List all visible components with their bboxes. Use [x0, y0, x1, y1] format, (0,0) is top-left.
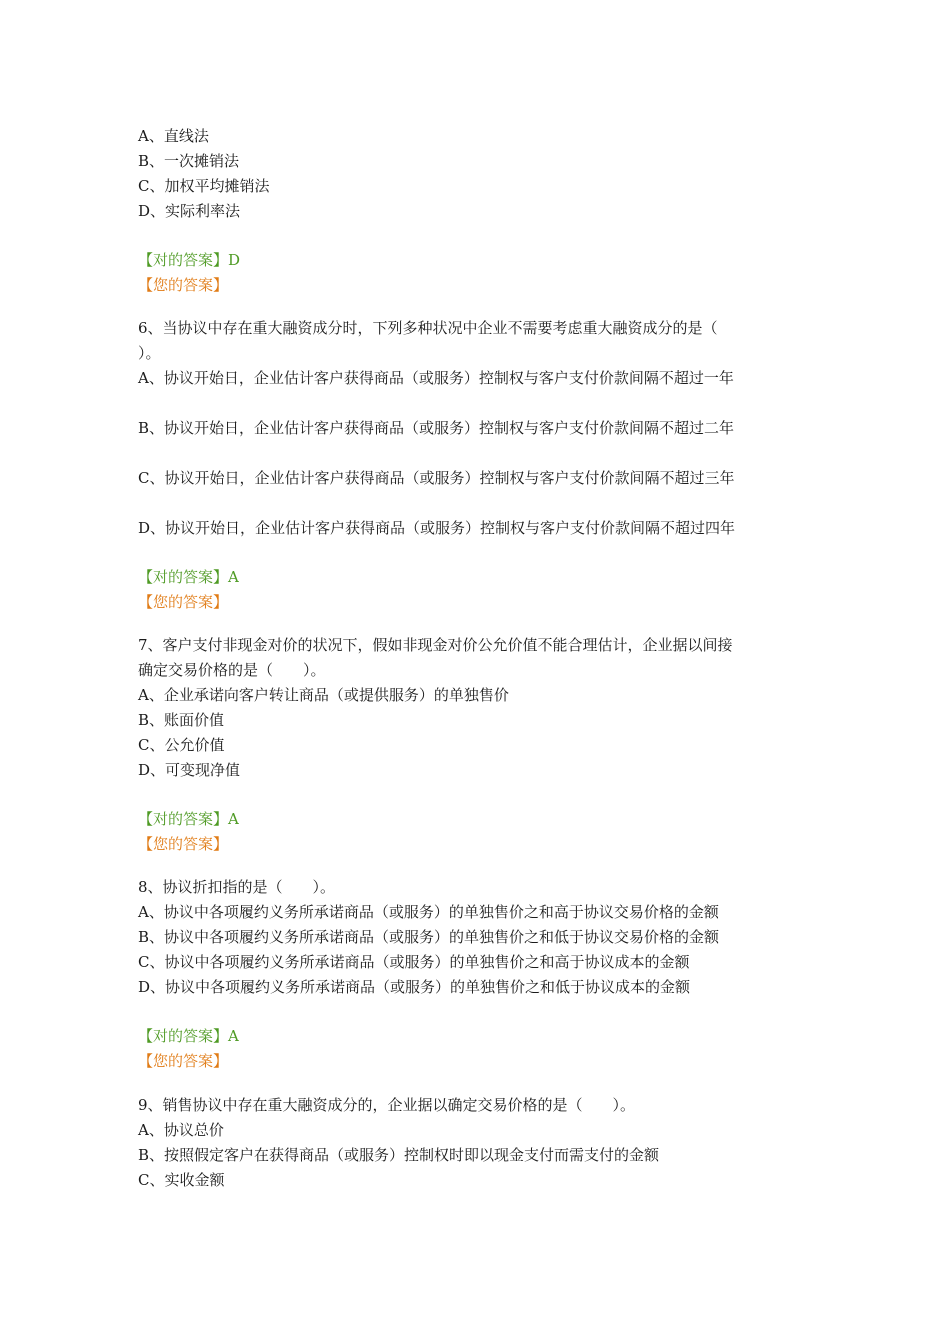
option-a: A、直线法 [138, 127, 209, 145]
question-stem: 6、当协议中存在重大融资成分时，下列多种状况中企业不需要考虑重大融资成分的是（ [138, 319, 718, 337]
your-answer: 【您的答案】 [138, 835, 229, 853]
your-answer: 【您的答案】 [138, 276, 229, 294]
option-b: B、按照假定客户在获得商品（或服务）控制权时即以现金支付而需支付的金额 [138, 1146, 660, 1164]
option-d: D、协议中各项履约义务所承诺商品（或服务）的单独售价之和低于协议成本的金额 [138, 978, 691, 996]
option-b: B、一次摊销法 [138, 152, 240, 170]
option-c: C、协议开始日，企业估计客户获得商品（或服务）控制权与客户支付价款间隔不超过三年 [138, 469, 735, 487]
option-d: D、协议开始日，企业估计客户获得商品（或服务）控制权与客户支付价款间隔不超过四年 [138, 519, 736, 537]
your-answer: 【您的答案】 [138, 1052, 229, 1070]
option-d: D、可变现净值 [138, 761, 241, 779]
your-answer: 【您的答案】 [138, 593, 229, 611]
option-a: A、协议中各项履约义务所承诺商品（或服务）的单独售价之和高于协议交易价格的金额 [138, 903, 719, 921]
correct-answer: 【对的答案】A [138, 568, 239, 586]
correct-answer: 【对的答案】A [138, 1027, 239, 1045]
option-a: A、企业承诺向客户转让商品（或提供服务）的单独售价 [138, 686, 509, 704]
option-b: B、协议开始日，企业估计客户获得商品（或服务）控制权与客户支付价款间隔不超过二年 [138, 419, 735, 437]
correct-answer: 【对的答案】D [138, 251, 241, 269]
option-c: C、实收金额 [138, 1171, 225, 1189]
question-stem: 确定交易价格的是（ ）。 [138, 661, 326, 679]
option-a: A、协议开始日，企业估计客户获得商品（或服务）控制权与客户支付价款间隔不超过一年 [138, 369, 734, 387]
option-a: A、协议总价 [138, 1121, 224, 1139]
option-b: B、账面价值 [138, 711, 225, 729]
correct-answer: 【对的答案】A [138, 810, 239, 828]
option-c: C、公允价值 [138, 736, 225, 754]
question-stem: 8、协议折扣指的是（ ）。 [138, 878, 336, 896]
option-c: C、加权平均摊销法 [138, 177, 270, 195]
option-d: D、实际利率法 [138, 202, 241, 220]
option-c: C、协议中各项履约义务所承诺商品（或服务）的单独售价之和高于协议成本的金额 [138, 953, 690, 971]
question-stem: 7、客户支付非现金对价的状况下，假如非现金对价公允价值不能合理估计，企业据以间接 [138, 636, 733, 654]
question-stem: ）。 [138, 344, 161, 362]
option-b: B、协议中各项履约义务所承诺商品（或服务）的单独售价之和低于协议交易价格的金额 [138, 928, 720, 946]
question-stem: 9、销售协议中存在重大融资成分的，企业据以确定交易价格的是（ ）。 [138, 1096, 636, 1114]
